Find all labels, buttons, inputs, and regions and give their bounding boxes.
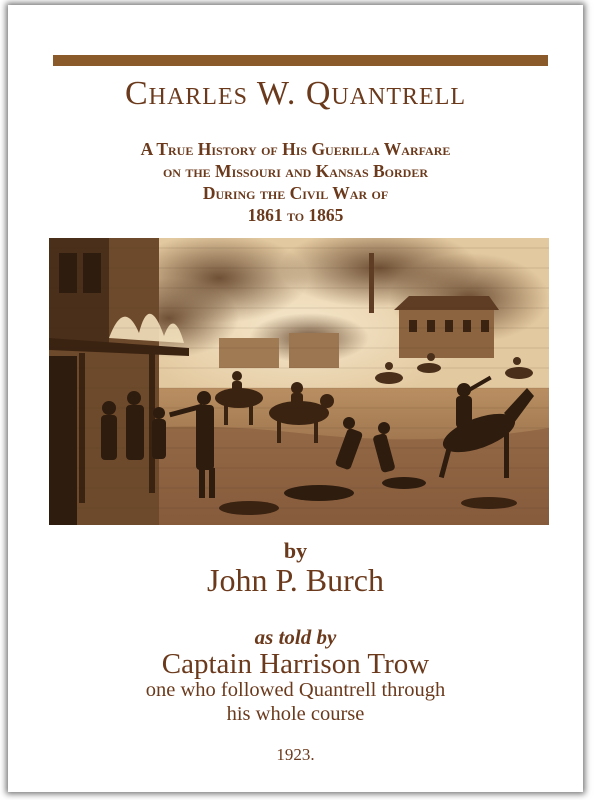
subtitle-line-1: A True History of His Guerilla Warfare: [140, 139, 451, 159]
publication-year: 1923.: [276, 745, 315, 764]
teller-note-line-2: his whole course: [226, 703, 365, 725]
book-cover: [8, 5, 583, 792]
subtitle-line-4: 1861 to 1865: [247, 205, 344, 225]
as-told-by-label: as told by: [254, 625, 337, 649]
top-rule: [53, 55, 548, 66]
cover-illustration: [49, 238, 549, 525]
subtitle-line-2: on the Missouri and Kansas Border: [162, 161, 429, 181]
teller-name: Captain Harrison Trow: [161, 648, 430, 680]
subtitle-line-3: During the Civil War of: [202, 183, 389, 203]
author-name: John P. Burch: [207, 562, 384, 598]
teller-note-line-1: one who followed Quantrell through: [145, 679, 446, 701]
by-label: by: [283, 538, 308, 563]
book-title: Charles W. Quantrell: [124, 75, 467, 112]
